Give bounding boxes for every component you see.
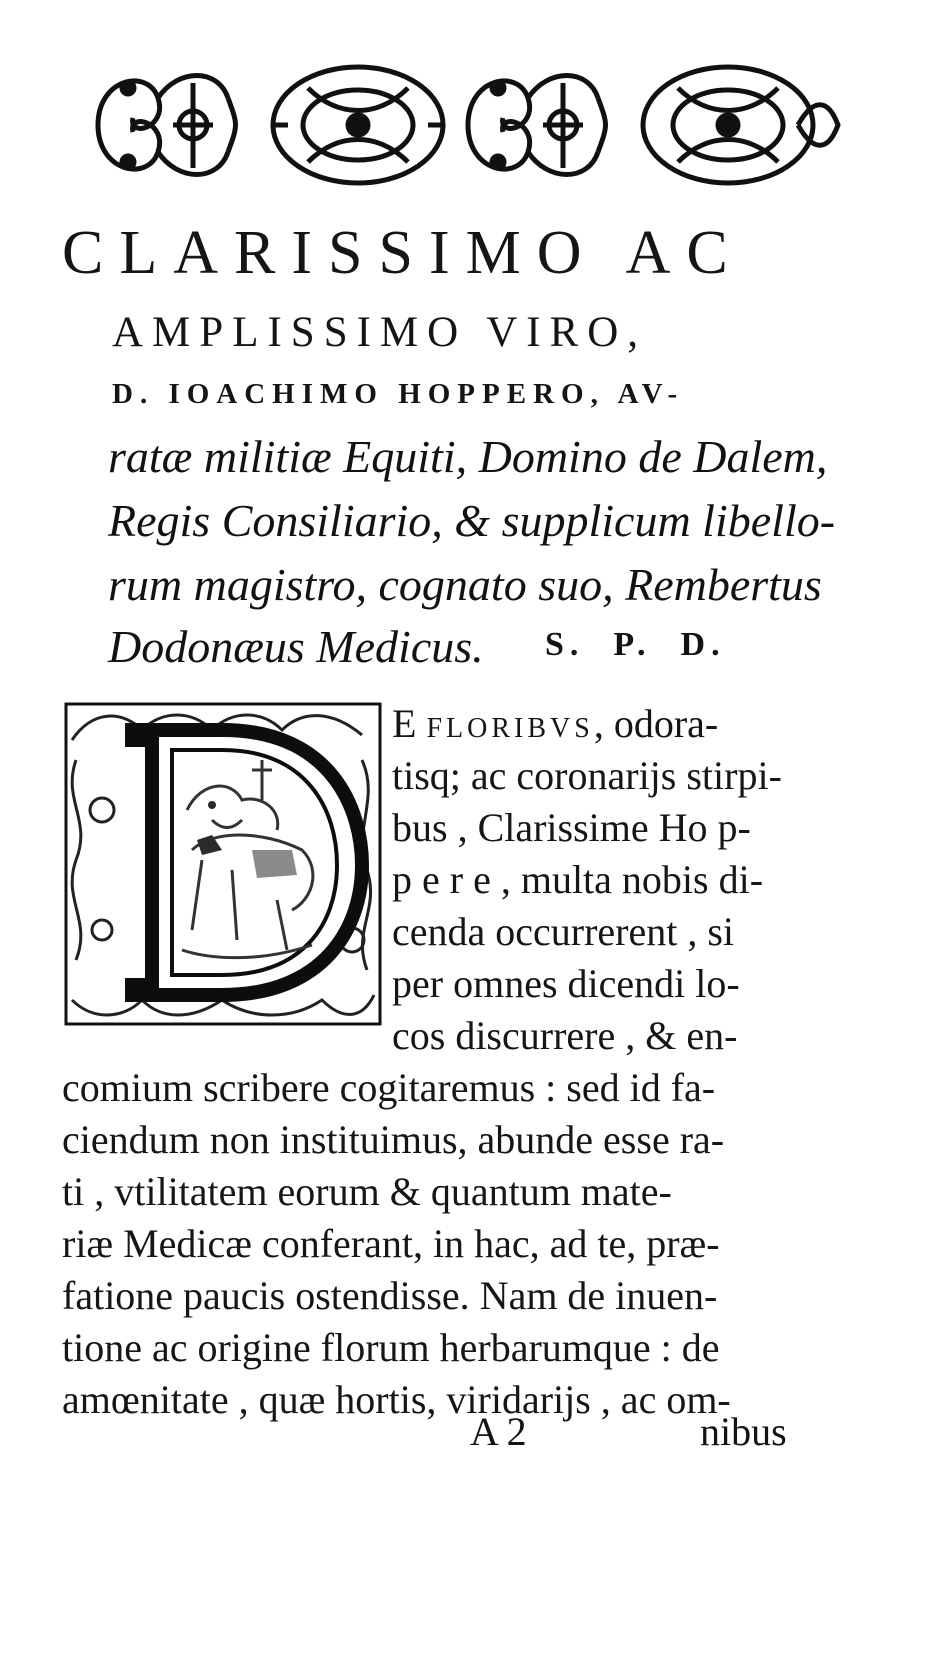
body-line-0-rest: , odora- <box>593 701 719 746</box>
signature-mark: A 2 <box>470 1409 527 1454</box>
decorated-initial <box>62 700 384 1028</box>
ornamental-headband <box>88 58 842 192</box>
dedication-line-3: rum magistro, cognato suo, Rembertus <box>108 559 822 610</box>
body-line-0 <box>392 700 718 747</box>
body-line-0-start: E <box>392 701 427 746</box>
dedication-line-2: Regis Consiliario, & supplicum libello- <box>108 495 836 546</box>
body-line-11: fatione paucis ostendisse. Nam de inuen- <box>62 1273 718 1318</box>
dedication-line-1: ratæ militiæ Equiti, Domino de Dalem, <box>108 431 828 482</box>
body-line-8: ciendum non instituimus, abunde esse ra- <box>62 1117 725 1162</box>
body-line-12: tione ac origine florum herbarumque : de <box>62 1325 720 1370</box>
heading-line-2: AMPLISSIMO VIRO, <box>112 309 648 356</box>
heading-line-1: CLARISSIMO AC <box>62 219 744 287</box>
dedication-line-4: Dodonæus Medicus. <box>108 621 484 672</box>
heading-line-3: D. IOACHIMO HOPPERO, AV- <box>112 378 685 410</box>
body-line-2: bus , Clarissime Ho p- <box>392 805 751 850</box>
body-line-10: riæ Medicæ conferant, in hac, ad te, præ- <box>62 1221 720 1266</box>
body-line-9: ti , vtilitatem eorum & quantum mate- <box>62 1169 672 1214</box>
body-line-3: p e r e , multa nobis di- <box>392 857 764 902</box>
salutation: S. P. D. <box>545 626 726 663</box>
body-line-7: comium scribere cogitaremus : sed id fa- <box>62 1065 716 1110</box>
body-line-0-smallcaps: floribvs <box>426 701 594 746</box>
body-line-6: cos discurrere , & en- <box>392 1013 738 1058</box>
body-line-1: tisq; ac coronarijs stirpi- <box>392 753 782 798</box>
body-line-5: per omnes dicendi lo- <box>392 961 740 1006</box>
body-line-13: amœnitate , quæ hortis, viridarijs , ac om- <box>62 1377 731 1422</box>
catchword: nibus <box>700 1409 787 1454</box>
body-line-4: cenda occurrerent , si <box>392 909 735 954</box>
